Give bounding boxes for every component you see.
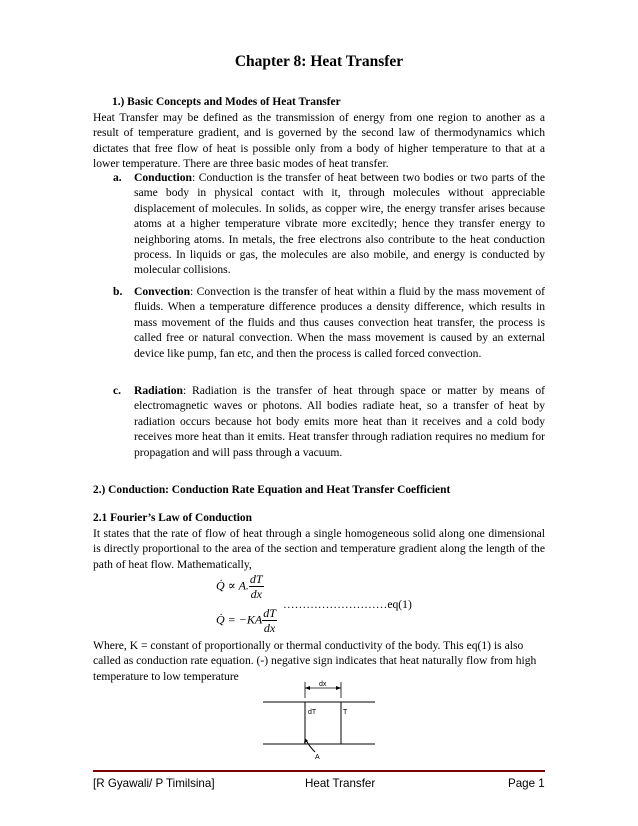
conduction-figure	[255, 678, 385, 764]
list-item-text: : Conduction is the transfer of heat between two bodies or two parts of the same body in physical contact with it, through molecules without appreciable displacement of molecules. In solids, as copper wire, the energy transfer arises because atoms at a higher temperature vibrate more excitedly; hence they transfer energy to neighboring atoms. In metals, the free electrons also contribute to the heat conduction process. In liquids or gas, the molecules are also mobile, and energy is conducted by molecular collisions.	[134, 171, 545, 277]
equation-lhs: Q̇ = −KA	[216, 612, 263, 627]
fraction-denominator: dx	[250, 587, 262, 601]
list-item-conduction	[113, 170, 545, 278]
list-item-label: c.	[113, 384, 122, 397]
footer-page-number: Page 1	[508, 777, 545, 790]
section-1-intro: Heat Transfer may be defined as the transmission of energy from one region to another as a result of temperature gradient, and is governed by the second law of thermodynamics which dictates that free flow of heat is possible only from a body of higher temperature to that at a lower temperature. There are three basic modes of heat transfer.	[93, 111, 545, 171]
fraction	[249, 572, 264, 601]
fraction-numerator: dT	[263, 606, 276, 620]
list-item-term: Convection	[134, 285, 191, 298]
list-item-body	[134, 170, 545, 278]
footer-authors: [R Gyawali/ P Timilsina]	[93, 777, 215, 790]
dx-arrow-right	[336, 686, 341, 690]
list-item-term: Conduction	[134, 171, 192, 184]
area-label: A	[315, 754, 320, 761]
fraction-denominator: dx	[263, 621, 276, 635]
list-item-label: a.	[113, 171, 122, 184]
area-pointer-arrow	[306, 740, 315, 752]
fourier-law-paragraph: It states that the rate of flow of heat through a single homogeneous solid along one dimensional is directly proportional to the area of the section and temperature gradient along the length of the path of heat flow. Mathematically,	[93, 527, 545, 571]
list-item-text: : Radiation is the transfer of heat through space or matter by means of electromagnetic waves or photons. All bodies radiate heat, so a transfer of heat by radiation occurs because hot body emits more heat than it receives and a cold body receives more heat than it emits. Heat transfer through radiation requires no medium for propagation and will pass through a vacuum.	[134, 384, 545, 459]
equation-proportional	[216, 572, 264, 601]
list-item-convection	[113, 284, 545, 361]
section-1-heading: 1.) Basic Concepts and Modes of Heat Transfer	[112, 96, 341, 108]
equation-label: ………………………eq(1)	[283, 598, 412, 611]
footer-divider	[93, 770, 545, 772]
list-item-text: : Convection is the transfer of heat within a fluid by the mass movement of fluids. When a temperature difference produces a density difference, which results in mass movement of the fluids and thus causes convection heat transfer, the process is called free or natural convection. When the mass movement is caused by an external device like pump, fan etc, and then the process is called forced convection.	[134, 285, 545, 360]
list-item-body	[134, 383, 545, 460]
equation-fourier	[216, 606, 277, 635]
list-item-term: Radiation	[134, 384, 183, 397]
equation-lhs: Q̇ ∝ A.	[216, 578, 249, 593]
fraction-numerator: dT	[249, 572, 263, 586]
dx-arrow-left	[305, 686, 310, 690]
conductivity-paragraph: Where, K = constant of proportionally or thermal conductivity of the body. This eq(1) is also called as conduction rate equation. (-) negative sign indicates that heat naturally flow from high temperature to low temperature	[93, 639, 537, 683]
footer-subject: Heat Transfer	[305, 777, 376, 790]
fraction	[262, 606, 277, 635]
subsection-heading: 2.1 Fourier’s Law of Conduction	[93, 512, 252, 524]
dx-label: dx	[319, 681, 327, 688]
section-2-heading: 2.) Conduction: Conduction Rate Equation and Heat Transfer Coefficient	[93, 484, 451, 496]
T-label: T	[343, 709, 348, 716]
list-item-label: b.	[113, 285, 123, 298]
page-title: Chapter 8: Heat Transfer	[234, 53, 404, 70]
dT-label: dT	[308, 709, 317, 716]
list-item-radiation	[113, 383, 545, 460]
list-item-body	[134, 284, 545, 361]
